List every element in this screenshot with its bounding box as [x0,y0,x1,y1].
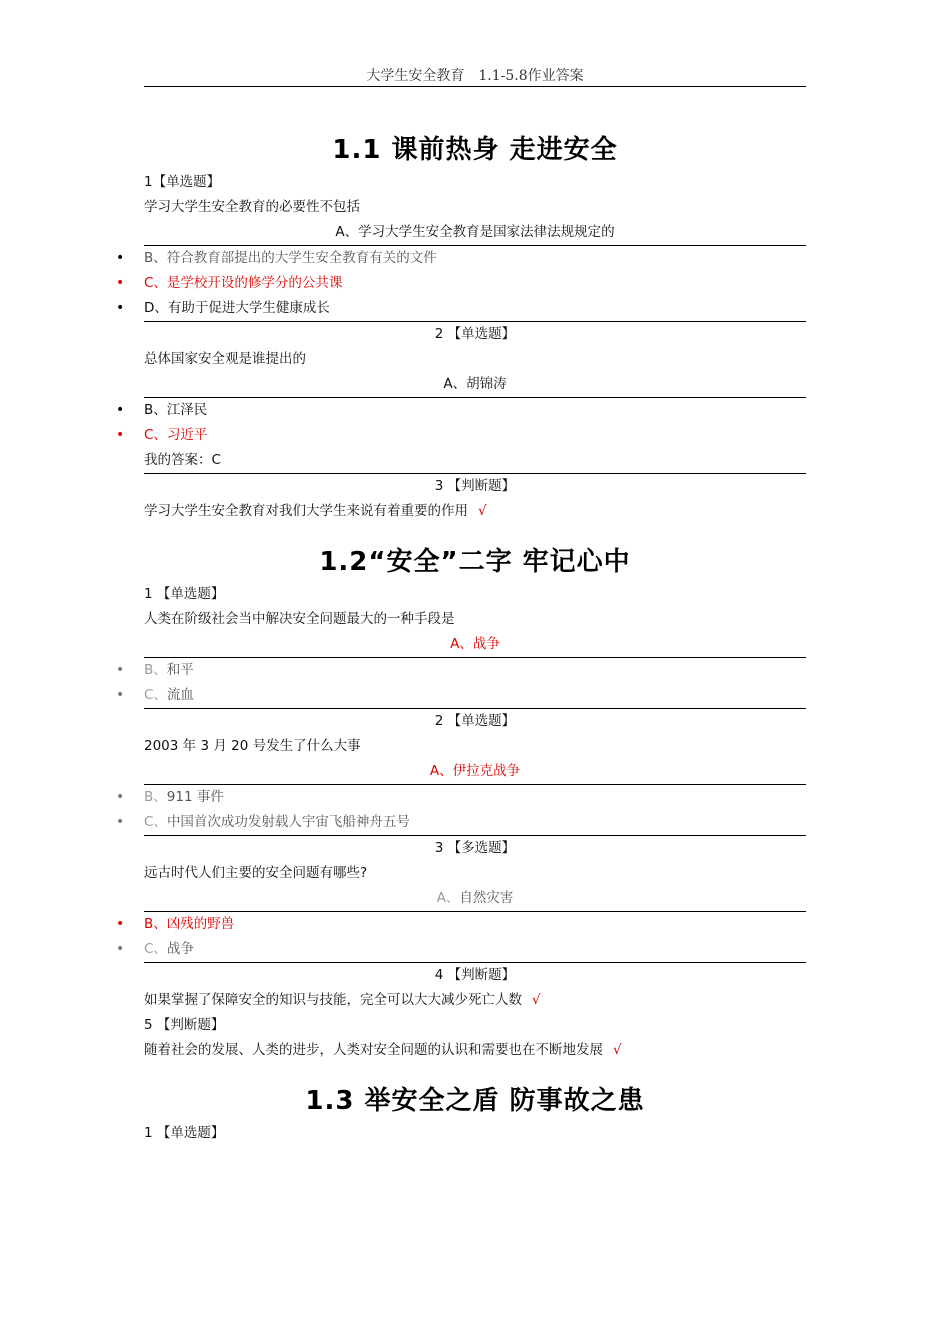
question-label: 3 【多选题】 [434,840,516,856]
question-label: 1 【单选题】 [144,586,225,602]
option-text: 中国首次成功发射载人宇宙飞船神舟五号 [166,814,410,830]
statement-text: 随着社会的发展、人类的进步，人类对安全问题的认识和需要也在不断地发展 [144,1042,603,1058]
option-a-correct: A、伊拉克战争 [144,759,806,785]
question-label: 1【单选题】 [144,174,221,190]
section-title-1-1: 1.1 课前热身 走进安全 [332,135,618,165]
option-c [144,683,806,709]
page-header: 大学生安全教育 1.1-5.8作业答案 [144,66,806,87]
statement-text: 如果掌握了保障安全的知识与技能，完全可以大大减少死亡人数 [144,992,522,1008]
check-mark-icon: √ [478,503,487,519]
judgement-statement [144,499,806,524]
question-label: 4 【判断题】 [434,967,516,983]
check-mark-icon: √ [532,992,541,1008]
option-prefix: A、 [436,890,460,906]
option-b: • B、江泽民 [144,398,806,423]
question-text: 人类在阶级社会当中解决安全问题最大的一种手段是 [144,611,455,627]
option-b [144,658,806,683]
question-label: 3 【判断题】 [434,478,516,494]
option-text: 911 事件 [166,789,224,805]
option-a: A、学习大学生安全教育是国家法律法规规定的 [144,220,806,246]
judgement-statement [144,1038,806,1063]
option-text: 和平 [166,662,194,678]
option-prefix: C、 [144,814,167,830]
judgement-statement [144,988,806,1013]
question-label: 2 【单选题】 [434,326,516,342]
option-a [144,886,806,912]
option-text: 自然灾害 [459,890,514,906]
question-label: 1 【单选题】 [144,1125,225,1141]
option-prefix: C、 [144,941,167,957]
document-content [144,130,806,1146]
statement-text: 学习大学生安全教育对我们大学生来说有着重要的作用 [144,503,468,519]
option-b: • B、符合教育部提出的大学生安全教育有关的文件 [144,246,806,271]
question-text: 2003 年 3 月 20 号发生了什么大事 [144,738,361,754]
option-a: A、胡锦涛 [144,372,806,398]
section-title-1-3: 1.3 举安全之盾 防事故之患 [305,1086,645,1116]
question-label: 2 【单选题】 [434,713,516,729]
option-prefix: B、 [144,662,167,678]
option-d: • D、有助于促进大学生健康成长 [144,296,806,322]
option-c [144,810,806,836]
question-text: 学习大学生安全教育的必要性不包括 [144,199,360,215]
option-b-correct: • B、凶残的野兽 [144,912,806,937]
option-a-correct: A、战争 [144,632,806,658]
option-prefix: C、 [144,687,167,703]
option-b [144,785,806,810]
option-c [144,937,806,963]
option-c-correct: • C、是学校开设的修学分的公共课 [144,271,806,296]
option-prefix: B、 [144,789,167,805]
option-c-correct: • C、习近平 [144,423,806,448]
section-title-1-2: 1.2“安全”二字 牢记心中 [319,547,631,577]
option-text: 战争 [166,941,194,957]
my-answer: 我的答案：C [144,448,806,474]
check-mark-icon: √ [613,1042,622,1058]
option-text: 流血 [166,687,194,703]
question-label: 5 【判断题】 [144,1017,225,1033]
question-text: 远古时代人们主要的安全问题有哪些? [144,865,368,881]
question-text: 总体国家安全观是谁提出的 [144,351,306,367]
